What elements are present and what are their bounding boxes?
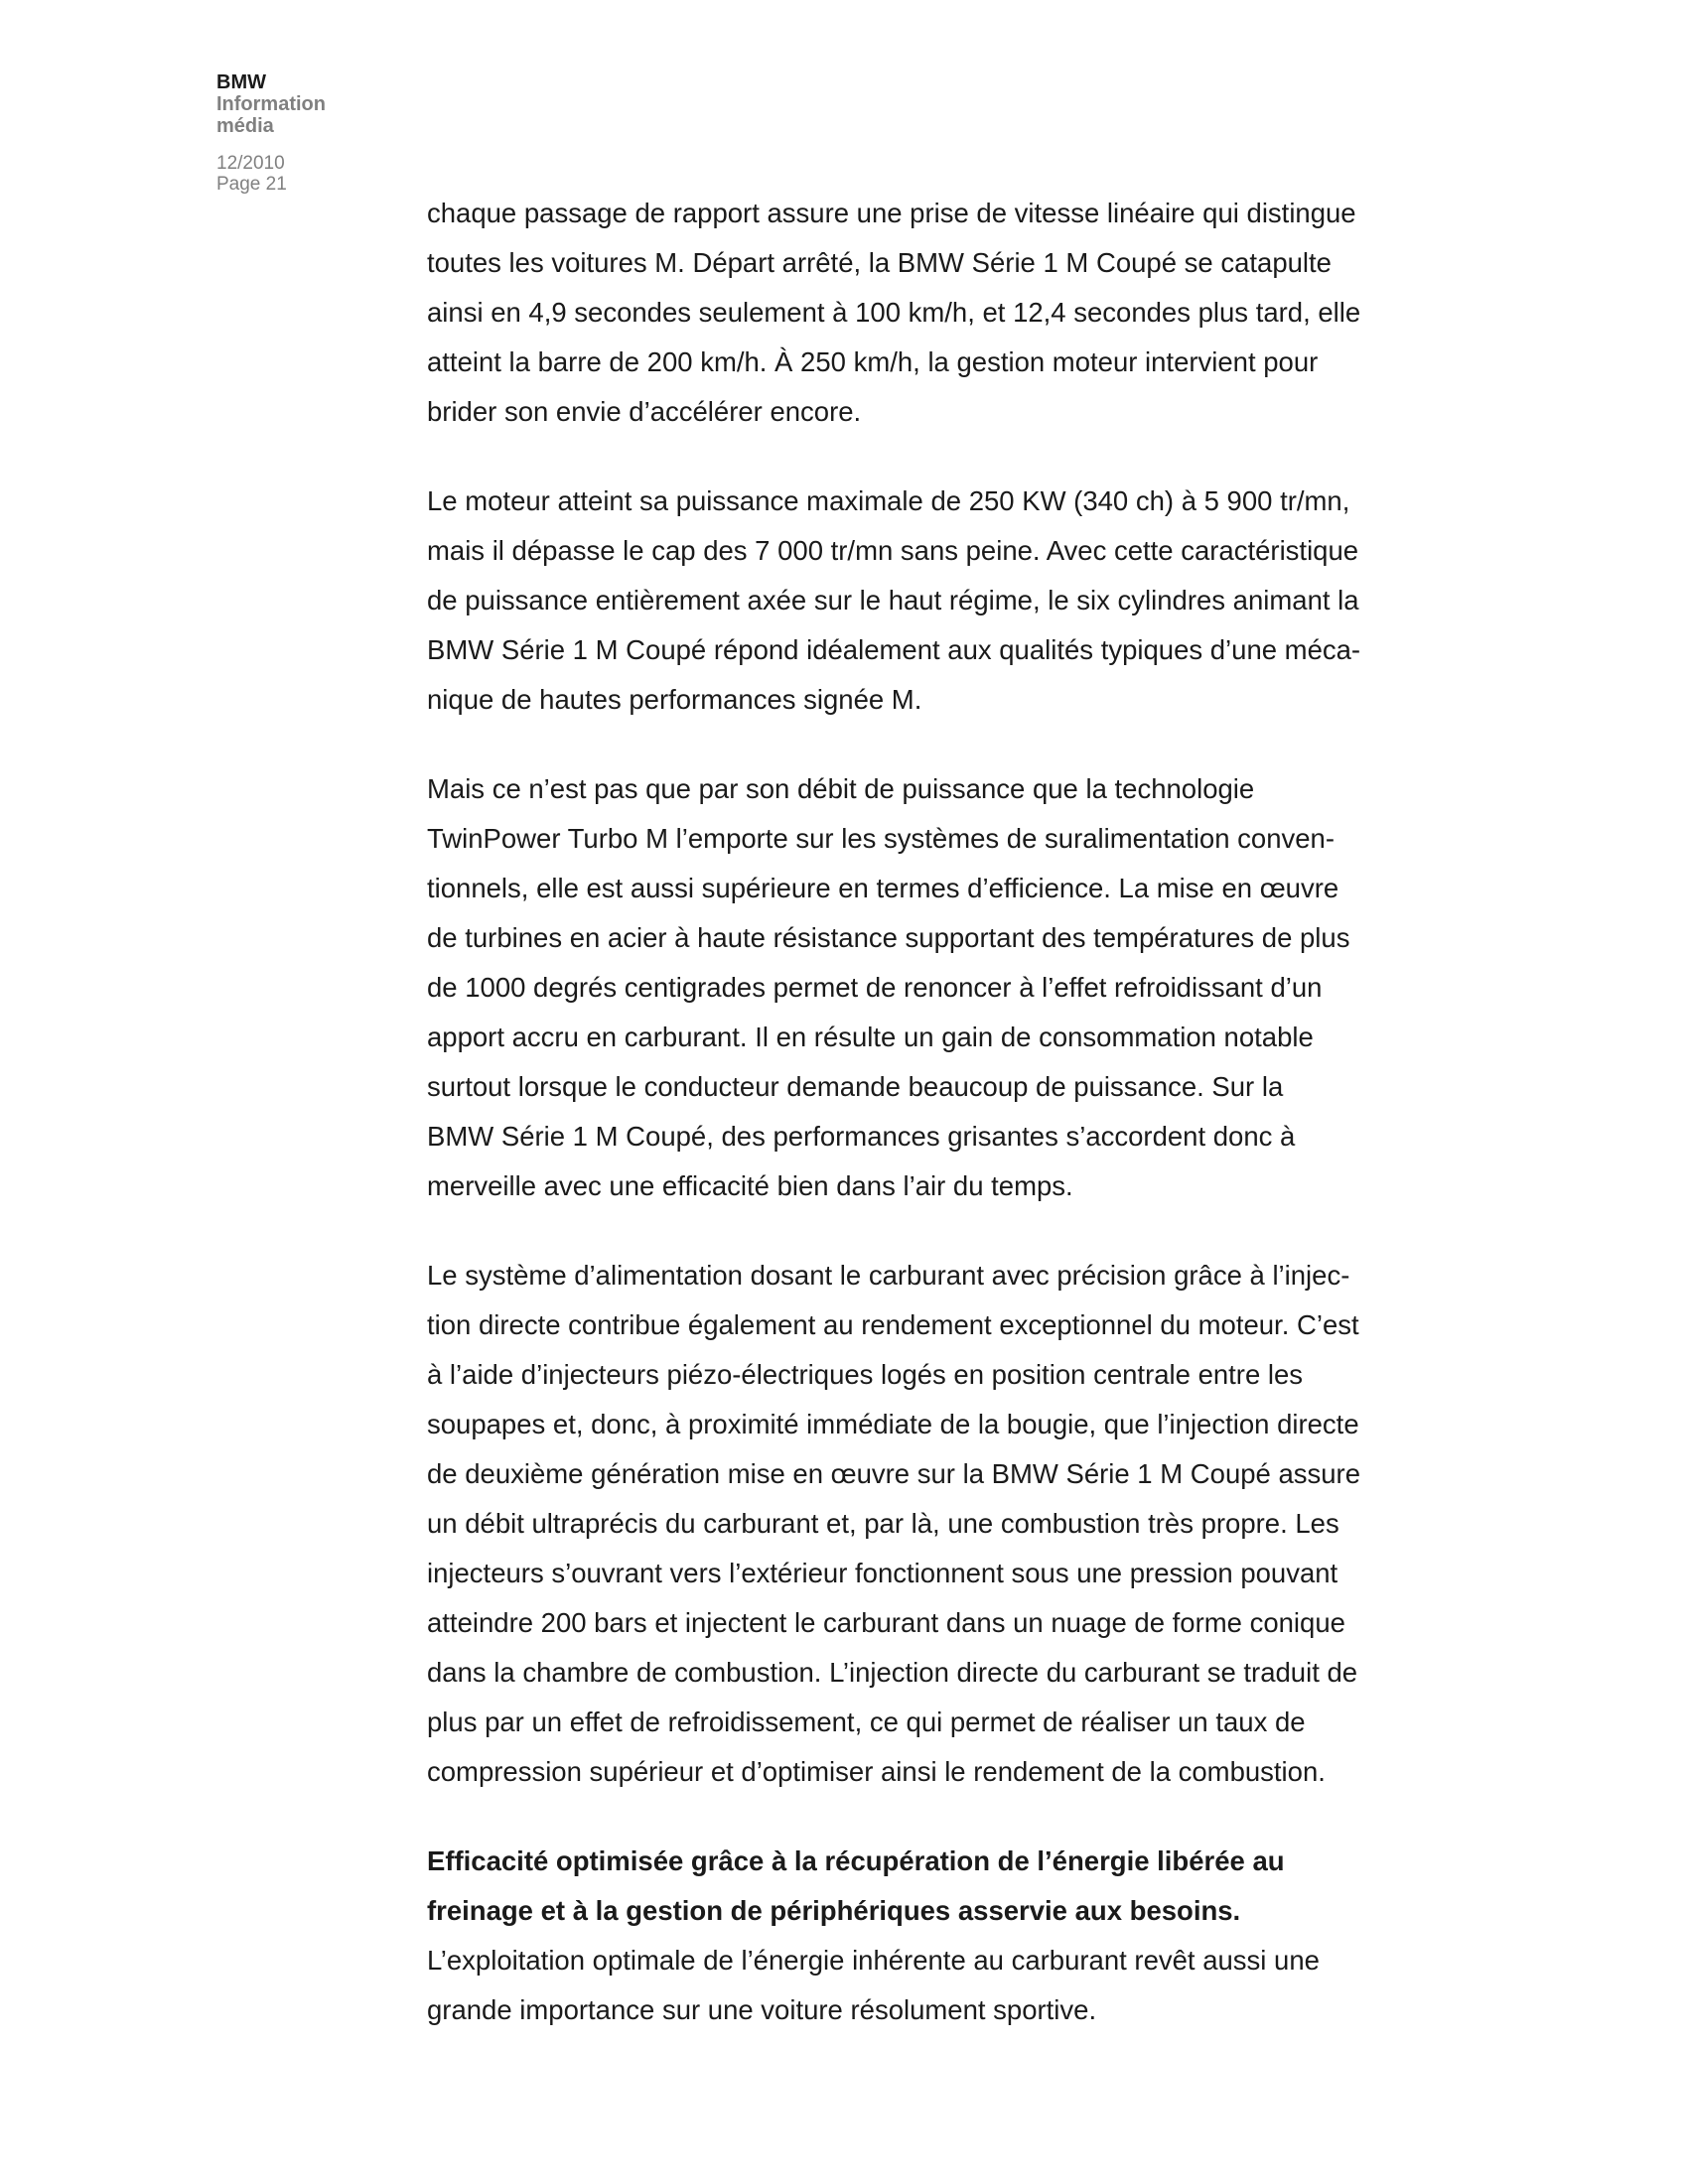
text-line: brider son envie d’accélérer encore. (427, 396, 862, 427)
text-line: nique de hautes performances signée M. (427, 684, 922, 715)
document-meta (216, 153, 405, 195)
heading-line: freinage et à la gestion de périphériques asservie aux besoins. (427, 1895, 1241, 1926)
text-line: BMW Série 1 M Coupé répond idéalement aux qualités typiques d’une méca- (427, 634, 1361, 665)
text-line: compression supérieur et d’optimiser ainsi le rendement de la combustion. (427, 1756, 1326, 1787)
section-efficacite (427, 1837, 1410, 2035)
text-line: apport accru en carburant. Il en résulte un gain de consommation notable (427, 1022, 1314, 1052)
text-line: de turbines en acier à haute résistance supportant des températures de plus (427, 922, 1350, 953)
brand-name: BMW (216, 71, 266, 93)
brand-subtitle-line1: Information (216, 93, 326, 115)
text-line: soupapes et, donc, à proximité immédiate de la bougie, que l’injection directe (427, 1409, 1359, 1439)
text-line: atteindre 200 bars et injectent le carburant dans un nuage de forme conique (427, 1607, 1345, 1638)
text-line: BMW Série 1 M Coupé, des performances grisantes s’accordent donc à (427, 1121, 1296, 1152)
text-line: Le moteur atteint sa puissance maximale de 250 KW (340 ch) à 5 900 tr/mn, (427, 485, 1350, 516)
text-line: L’exploitation optimale de l’énergie inhérente au carburant revêt aussi une (427, 1945, 1320, 1976)
text-line: mais il dépasse le cap des 7 000 tr/mn sans peine. Avec cette caractéristique (427, 535, 1359, 566)
text-line: Le système d’alimentation dosant le carburant avec précision grâce à l’injec- (427, 1260, 1350, 1291)
heading-line: Efficacité optimisée grâce à la récupération de l’énergie libérée au (427, 1845, 1285, 1876)
paragraph-4 (427, 1251, 1410, 1797)
paragraph-3 (427, 764, 1410, 1211)
text-line: de deuxième génération mise en œuvre sur la BMW Série 1 M Coupé assure (427, 1458, 1361, 1489)
paragraph-1 (427, 189, 1410, 437)
brand-subtitle-line2: média (216, 115, 274, 137)
text-line: tionnels, elle est aussi supérieure en termes d’efficience. La mise en œuvre (427, 873, 1339, 903)
text-line: tion directe contribue également au rendement exceptionnel du moteur. C’est (427, 1309, 1359, 1340)
text-line: de puissance entièrement axée sur le haut régime, le six cylindres animant la (427, 585, 1359, 615)
section-heading (427, 1837, 1410, 1936)
paragraph-2 (427, 477, 1410, 725)
text-line: un débit ultraprécis du carburant et, par là, une combustion très propre. Les (427, 1508, 1339, 1539)
document-header (216, 71, 405, 195)
text-line: Mais ce n’est pas que par son débit de puissance que la technologie (427, 773, 1255, 804)
text-line: TwinPower Turbo M l’emporte sur les systèmes de suralimentation conven- (427, 823, 1335, 854)
document-body (427, 189, 1410, 2035)
text-line: injecteurs s’ouvrant vers l’extérieur fonctionnent sous une pression pouvant (427, 1558, 1338, 1588)
text-line: atteint la barre de 200 km/h. À 250 km/h, la gestion moteur intervient pour (427, 346, 1319, 377)
page-number: Page 21 (216, 174, 287, 195)
text-line: dans la chambre de combustion. L’injection directe du carburant se traduit de (427, 1657, 1358, 1688)
document-date: 12/2010 (216, 153, 285, 174)
text-line: chaque passage de rapport assure une prise de vitesse linéaire qui distingue (427, 198, 1356, 228)
text-line: surtout lorsque le conducteur demande beaucoup de puissance. Sur la (427, 1071, 1284, 1102)
section-body (427, 1936, 1410, 2035)
text-line: à l’aide d’injecteurs piézo-électriques logés en position centrale entre les (427, 1359, 1304, 1390)
text-line: de 1000 degrés centigrades permet de renoncer à l’effet refroidissant d’un (427, 972, 1323, 1003)
text-line: merveille avec une efficacité bien dans l’air du temps. (427, 1170, 1073, 1201)
text-line: ainsi en 4,9 secondes seulement à 100 km/h, et 12,4 secondes plus tard, elle (427, 297, 1361, 328)
text-line: toutes les voitures M. Départ arrêté, la BMW Série 1 M Coupé se catapulte (427, 247, 1332, 278)
text-line: plus par un effet de refroidissement, ce qui permet de réaliser un taux de (427, 1706, 1306, 1737)
text-line: grande importance sur une voiture résolument sportive. (427, 1994, 1097, 2025)
